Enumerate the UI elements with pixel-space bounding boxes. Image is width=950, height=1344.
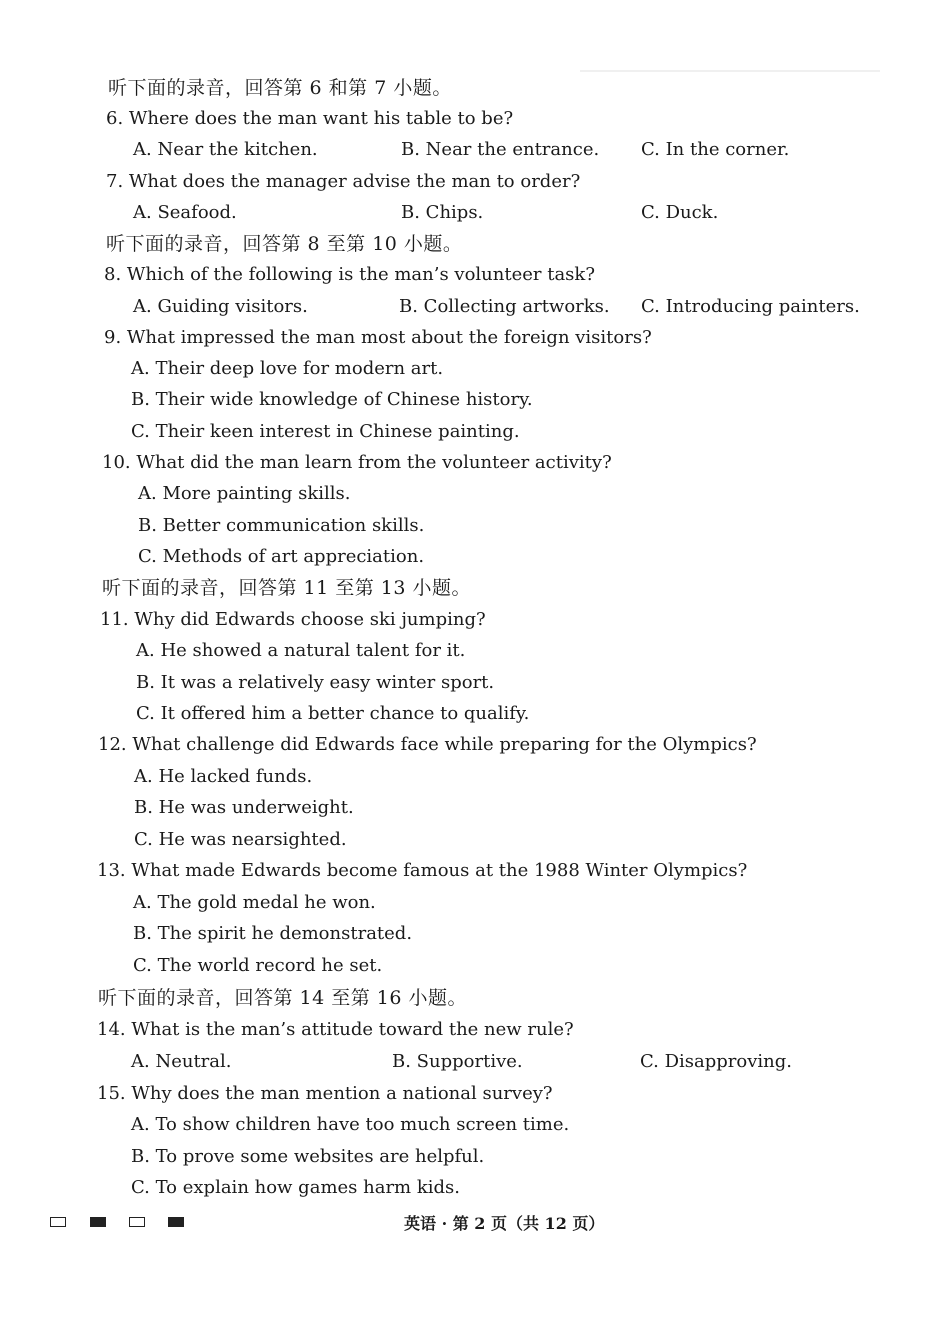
question-stem: 12. What challenge did Edwards face while preparing for the Olympics? <box>98 734 757 755</box>
option-b: B. Better communication skills. <box>138 515 425 536</box>
option-b: B. It was a relatively easy winter sport. <box>136 672 495 693</box>
top-rule <box>580 70 880 72</box>
option-c: C. Introducing painters. <box>641 296 860 317</box>
option-c: C. To explain how games harm kids. <box>131 1177 460 1198</box>
section-heading: 听下面的录音，回答第 8 至第 10 小题。 <box>106 233 463 255</box>
section-heading: 听下面的录音，回答第 14 至第 16 小题。 <box>98 987 468 1009</box>
question-stem: 9. What impressed the man most about the foreign visitors? <box>104 327 652 348</box>
option-b: B. Collecting artworks. <box>399 296 610 317</box>
option-b: B. Supportive. <box>392 1051 523 1072</box>
option-a: A. Neutral. <box>131 1051 232 1072</box>
question-stem: 14. What is the man’s attitude toward the new rule? <box>97 1019 574 1040</box>
option-c: C. The world record he set. <box>133 955 383 976</box>
section-heading: 听下面的录音，回答第 11 至第 13 小题。 <box>102 577 472 599</box>
section-heading: 听下面的录音，回答第 6 和第 7 小题。 <box>108 77 452 99</box>
filled-mark-icon <box>168 1217 184 1227</box>
option-b: B. Chips. <box>401 202 484 223</box>
option-a: A. More painting skills. <box>138 483 351 504</box>
option-c: C. Disapproving. <box>640 1051 792 1072</box>
option-b: B. Near the entrance. <box>401 139 600 160</box>
option-a: A. He showed a natural talent for it. <box>136 640 466 661</box>
option-b: B. The spirit he demonstrated. <box>133 923 413 944</box>
option-c: C. He was nearsighted. <box>134 829 347 850</box>
option-a: A. To show children have too much screen time. <box>131 1114 570 1135</box>
option-b: B. To prove some websites are helpful. <box>131 1146 485 1167</box>
question-stem: 7. What does the manager advise the man to order? <box>106 171 581 192</box>
option-c: C. Their keen interest in Chinese painting. <box>131 421 520 442</box>
option-c: C. Duck. <box>641 202 719 223</box>
question-stem: 6. Where does the man want his table to be? <box>106 108 514 129</box>
option-a: A. The gold medal he won. <box>133 892 376 913</box>
option-c: C. It offered him a better chance to qualify. <box>136 703 530 724</box>
question-stem: 8. Which of the following is the man’s volunteer task? <box>104 264 595 285</box>
page-number: 英语 · 第 2 页（共 12 页） <box>404 1214 605 1233</box>
question-stem: 10. What did the man learn from the volunteer activity? <box>102 452 612 473</box>
option-a: A. Their deep love for modern art. <box>131 358 444 379</box>
option-a: A. Seafood. <box>133 202 237 223</box>
page-footer <box>0 1212 950 1236</box>
option-a: A. He lacked funds. <box>134 766 313 787</box>
outline-mark-icon <box>129 1217 145 1227</box>
option-c: C. Methods of art appreciation. <box>138 546 425 567</box>
filled-mark-icon <box>90 1217 106 1227</box>
question-stem: 13. What made Edwards become famous at the 1988 Winter Olympics? <box>97 860 748 881</box>
option-c: C. In the corner. <box>641 139 790 160</box>
question-stem: 11. Why did Edwards choose ski jumping? <box>100 609 486 630</box>
question-stem: 15. Why does the man mention a national survey? <box>97 1083 553 1104</box>
option-b: B. Their wide knowledge of Chinese history. <box>131 389 533 410</box>
option-b: B. He was underweight. <box>134 797 354 818</box>
outline-mark-icon <box>50 1217 66 1227</box>
option-a: A. Near the kitchen. <box>133 139 318 160</box>
option-a: A. Guiding visitors. <box>133 296 308 317</box>
